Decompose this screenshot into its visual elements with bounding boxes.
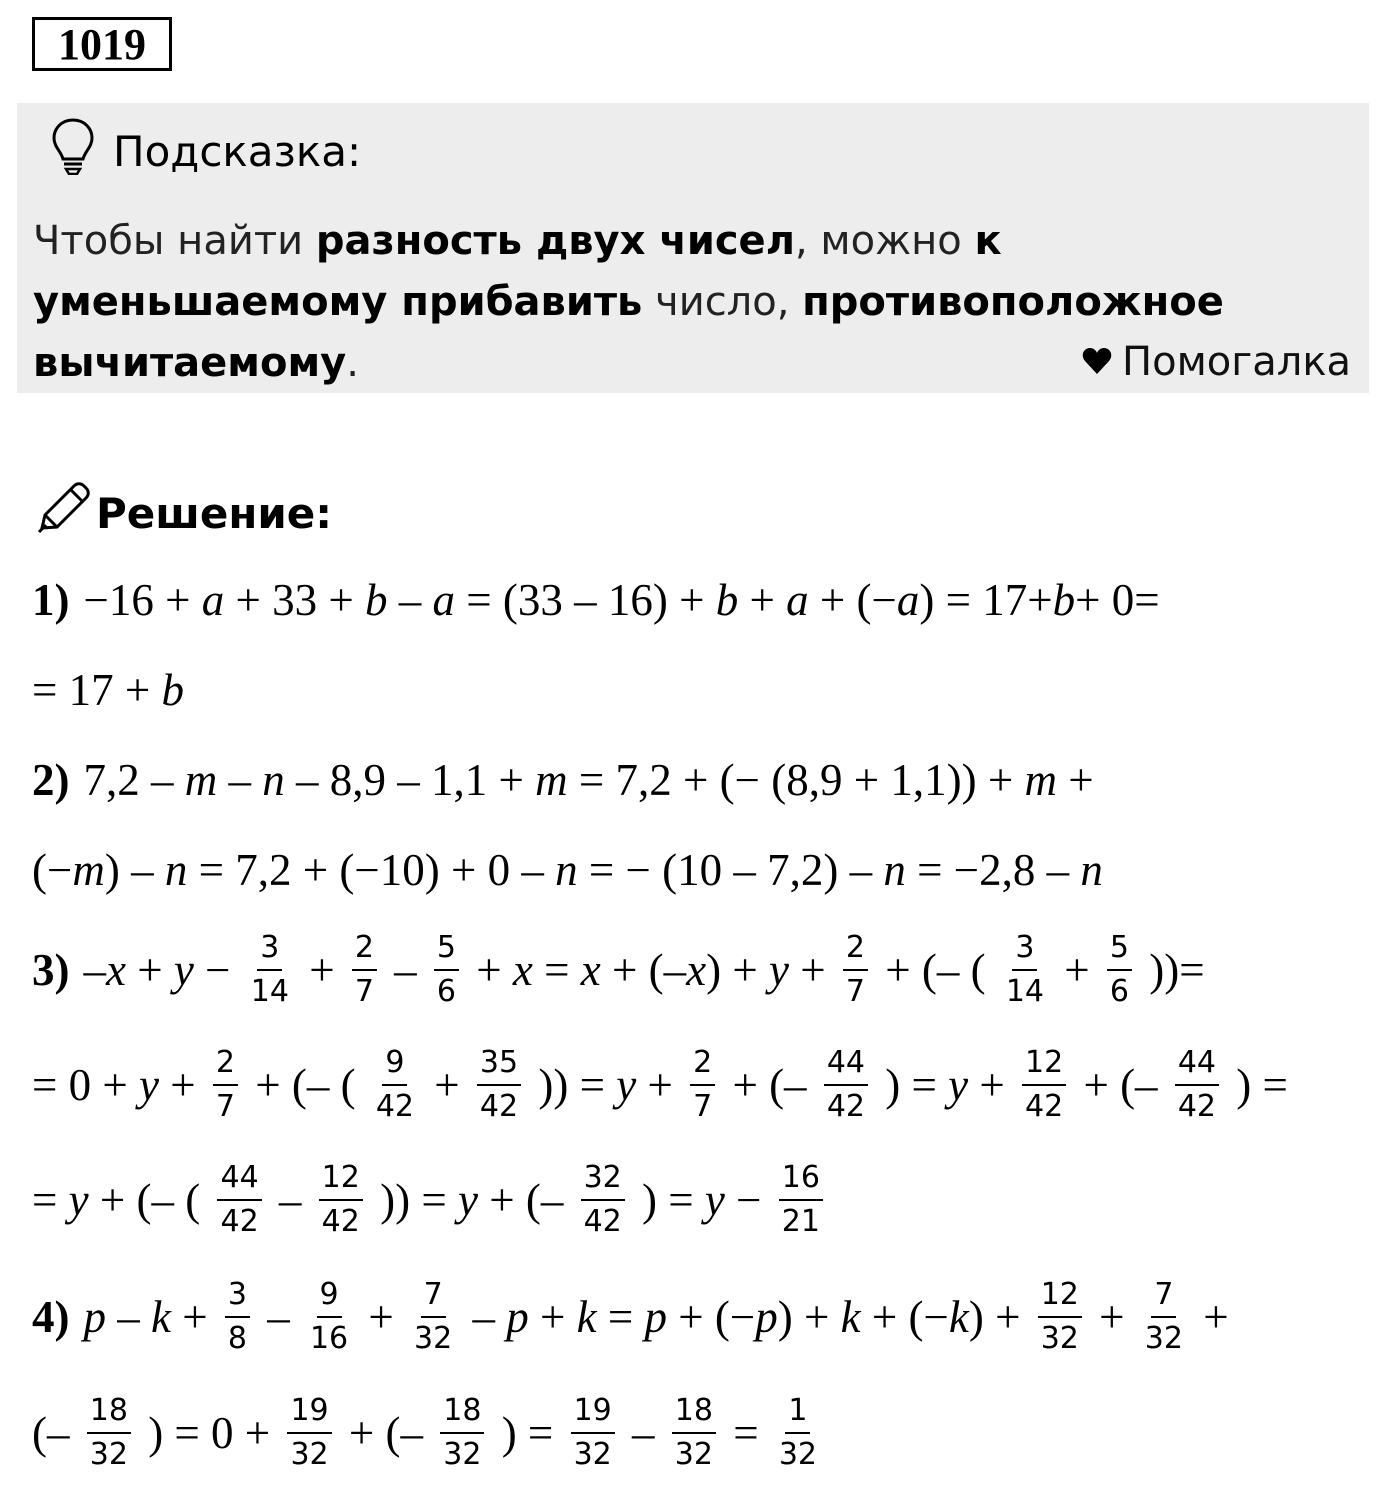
math-text: = [532,945,581,995]
math-text: + (− [667,1292,756,1342]
math-text: ) = [1225,1060,1288,1110]
heart-icon [1082,339,1122,385]
math-variable: x [106,945,126,995]
denominator: 7 [215,1089,235,1124]
math-variable: y [139,1060,159,1110]
math-text: ) – [104,845,165,895]
math-text: = [721,1408,770,1458]
fraction [1003,930,1047,1009]
math-text: – [461,1292,507,1342]
math-variable: p [83,1292,106,1342]
math-variable: p [506,1292,529,1342]
math-text: + [1191,1292,1229,1342]
math-text: ) + [777,1292,841,1342]
math-text: + (– ( [873,945,997,995]
denominator: 32 [778,1437,818,1472]
step-label: 3) [32,945,70,995]
denominator: 32 [1040,1321,1079,1356]
math-text: + [423,1060,471,1110]
fraction [225,1277,250,1356]
math-text: ) + [968,1292,1032,1342]
numerator: 12 [1038,1280,1082,1318]
denominator: 32 [290,1437,329,1472]
fraction [776,1393,820,1472]
fraction [477,1045,521,1124]
hint-text-segment: Чтобы найти [33,218,316,264]
fraction [287,1393,331,1472]
math-text: )) = [368,1175,458,1225]
denominator: 32 [443,1437,482,1472]
numerator: 32 [581,1163,625,1201]
solution-title: Решение: [96,488,333,538]
numerator: 9 [317,1280,342,1318]
denominator: 7 [693,1089,713,1124]
math-text: + (– [600,945,687,995]
denominator: 32 [414,1321,453,1356]
math-variable: n [883,845,906,895]
denominator: 32 [1144,1321,1183,1356]
math-text: = 7,2 + (−10) + 0 – [187,845,556,895]
fraction [1142,1277,1186,1356]
solution-line [32,1272,1229,1362]
step-label: 1) [32,575,70,625]
numerator: 3 [225,1280,250,1318]
math-text: + [1056,755,1094,805]
math-text: = −2,8 – [905,845,1081,895]
math-text: = [596,1292,645,1342]
math-text: = 17 + [32,665,162,715]
math-variable: n [555,845,578,895]
solution-line [32,1388,826,1478]
math-text: – [382,945,428,995]
denominator: 6 [436,974,457,1009]
fraction [779,1160,823,1239]
math-variable: a [432,575,456,625]
solution-line [32,825,1103,915]
fraction [1038,1277,1082,1356]
math-variable: a [896,575,920,625]
numerator: 44 [824,1048,868,1086]
numerator: 5 [1107,933,1132,971]
fraction [248,930,292,1009]
math-text: ) = [874,1060,949,1110]
math-text: + (– [477,1175,575,1225]
math-variable: a [786,575,809,625]
math-text: = 0 + [32,1060,140,1110]
math-variable: n [1080,845,1103,895]
pencil-icon [36,482,96,544]
math-variable: n [164,845,188,895]
math-variable: b [161,665,185,715]
numerator: 16 [779,1163,823,1201]
numerator: 1 [785,1396,810,1434]
numerator: 9 [382,1048,407,1086]
math-variable: b [715,575,739,625]
math-variable: m [1024,755,1057,805]
math-variable: b [1052,575,1076,625]
math-text: (− [32,845,73,895]
fraction [87,1393,131,1472]
math-text: + (– [337,1408,435,1458]
math-variable: p [644,1292,667,1342]
math-text: (– [32,1408,81,1458]
math-variable: y [704,1175,725,1225]
math-text: ) = [490,1408,565,1458]
math-text: − [724,1175,773,1225]
math-text: – [267,1175,313,1225]
solution-heading [36,482,332,544]
numerator: 12 [1022,1048,1066,1086]
math-text: + [357,1292,406,1342]
math-text: + (− [860,1292,949,1342]
math-text: = 7,2 + (− (8,9 + 1,1)) + [567,755,1025,805]
math-text: – [106,1292,151,1342]
denominator: 7 [845,974,865,1009]
hint-text-bold: к уменьшаемому прибавить [33,218,1002,325]
hint-heading [51,117,361,185]
numerator: 3 [257,933,282,971]
credit [1082,339,1351,385]
math-text: ) = 0 + [136,1408,282,1458]
math-text: + [788,945,837,995]
math-text: ) = 17+ [919,575,1053,625]
math-variable: b [365,575,388,625]
fraction [440,1393,484,1472]
numerator: 18 [87,1396,131,1434]
math-text: + (− [808,575,897,625]
math-text: – [255,1292,301,1342]
denominator: 32 [89,1437,128,1472]
math-text: ))= [1138,945,1205,995]
solution-line [32,925,1205,1015]
hint-panel [17,103,1369,393]
hint-title: Подсказка: [113,126,362,176]
math-variable: m [535,755,568,805]
solution-line [32,735,1094,825]
math-text: + [738,575,787,625]
math-text: – [217,755,263,805]
fraction [690,1045,715,1124]
solution-line [32,645,184,735]
math-text: + (– ( [88,1175,212,1225]
solution-line [32,1040,1288,1130]
math-text: – [83,945,106,995]
math-text: + (– [1072,1060,1169,1110]
math-text: + [465,945,513,995]
fraction [1107,930,1132,1009]
denominator: 8 [227,1321,247,1356]
fraction [581,1160,625,1239]
math-text: + (– [721,1060,818,1110]
math-text: – [387,575,433,625]
denominator: 42 [583,1204,622,1239]
math-text: + [1087,1292,1136,1342]
numerator: 19 [571,1396,615,1434]
numerator: 19 [287,1396,331,1434]
math-variable: n [262,755,285,805]
hint-text-segment: число, [642,279,803,325]
numerator: 18 [672,1396,716,1434]
numerator: 2 [213,1048,238,1086]
numerator: 7 [1151,1280,1176,1318]
credit-label: Помогалка [1122,339,1351,385]
fraction [843,930,868,1009]
denominator: 42 [1177,1089,1216,1124]
step-label: 2) [32,755,70,805]
math-text: + [968,1060,1016,1110]
math-text: – 8,9 – 1,1 + [284,755,536,805]
hint-text-segment: , можно [794,218,975,264]
denominator: 42 [220,1204,259,1239]
math-variable: x [580,945,601,995]
task-number: 1019 [32,17,172,71]
hint-text-bold: разность двух чисел [315,218,795,264]
numerator: 7 [421,1280,446,1318]
denominator: 14 [1005,974,1045,1009]
math-variable: k [840,1292,861,1342]
math-variable: a [201,575,225,625]
denominator: 42 [375,1089,415,1124]
math-variable: m [72,845,105,895]
step-label: 4) [32,1292,70,1342]
math-text: = [32,1175,69,1225]
math-variable: k [151,1292,171,1342]
math-variable: x [686,945,707,995]
denominator: 42 [826,1089,865,1124]
math-text: – [620,1408,666,1458]
math-text: = (33 – 16) + [455,575,716,625]
fraction [213,1045,238,1124]
math-text: + [528,1292,577,1342]
fraction [307,1277,351,1356]
numerator: 44 [217,1163,261,1201]
math-text: + [297,945,346,995]
numerator: 3 [1012,933,1037,971]
numerator: 2 [352,933,377,971]
math-text: + [636,1060,685,1110]
fraction [319,1160,363,1239]
solution-line [32,1155,829,1245]
math-text: = − (10 – 7,2) – [577,845,884,895]
denominator: 32 [674,1437,713,1472]
math-text: − [193,945,242,995]
numerator: 35 [477,1048,521,1086]
math-text: + [159,1060,207,1110]
math-text: −16 + [83,575,202,625]
fraction [672,1393,716,1472]
fraction [411,1277,455,1356]
math-variable: x [512,945,533,995]
numerator: 44 [1175,1048,1219,1086]
lightbulb-icon [51,117,113,185]
math-text: + (– ( [243,1060,367,1110]
numerator: 5 [434,933,459,971]
denominator: 14 [250,974,289,1009]
math-text: ) = [630,1175,705,1225]
denominator: 42 [321,1204,360,1239]
math-text: + 0= [1075,575,1160,625]
math-text: + [1053,945,1101,995]
math-variable: y [948,1060,969,1110]
numerator: 18 [440,1396,484,1434]
hint-text-bold: противоположное вычитаемому [33,279,1224,386]
hint-text-segment: . [346,340,359,386]
solution-line [32,555,1160,645]
math-variable: y [769,945,789,995]
math-text: + 33 + [224,575,366,625]
math-text: ) + [706,945,769,995]
math-text: + [170,1292,219,1342]
numerator: 2 [843,933,868,971]
numerator: 2 [690,1048,715,1086]
denominator: 32 [573,1437,612,1472]
math-text: )) = [527,1060,617,1110]
denominator: 42 [479,1089,519,1124]
math-variable: y [616,1060,637,1110]
denominator: 7 [354,974,374,1009]
math-variable: y [457,1175,478,1225]
denominator: 42 [1025,1089,1064,1124]
math-variable: m [184,755,218,805]
numerator: 12 [319,1163,363,1201]
math-variable: y [68,1175,89,1225]
math-variable: p [755,1292,778,1342]
fraction [824,1045,868,1124]
fraction [352,930,377,1009]
math-variable: k [576,1292,597,1342]
denominator: 21 [781,1204,820,1239]
math-variable: y [173,945,194,995]
fraction [373,1045,417,1124]
math-text: + [125,945,174,995]
fraction [571,1393,615,1472]
fraction [434,930,459,1009]
denominator: 6 [1109,974,1129,1009]
fraction [217,1160,261,1239]
math-variable: k [948,1292,969,1342]
fraction [1175,1045,1219,1124]
fraction [1022,1045,1066,1124]
math-text: 7,2 – [83,755,185,805]
denominator: 16 [309,1321,349,1356]
